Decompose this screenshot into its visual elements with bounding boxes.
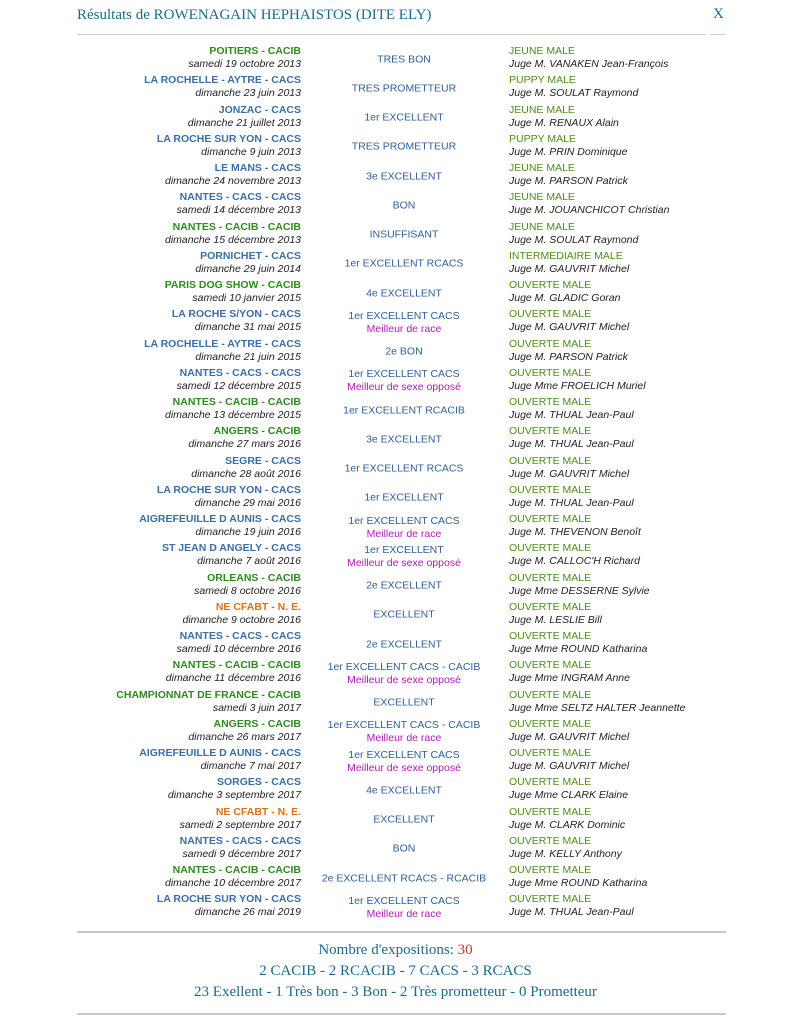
show-date: dimanche 9 octobre 2016 — [182, 613, 301, 626]
show-name: NANTES - CACIB - CACIB — [172, 220, 301, 233]
result-grade: TRES BON — [377, 53, 431, 65]
show-name: NANTES - CACS - CACS — [179, 191, 301, 204]
class-name: OUVERTE MALE — [509, 366, 592, 379]
class-name: PUPPY MALE — [509, 74, 576, 87]
class-name: OUVERTE MALE — [509, 805, 592, 818]
judge-cell — [509, 572, 650, 598]
show-name: NANTES - CACS - CACS — [179, 630, 301, 642]
result-text — [352, 141, 456, 154]
show-date: dimanche 19 juin 2016 — [195, 526, 301, 538]
judge-cell — [509, 513, 641, 539]
result-row — [0, 484, 791, 513]
exhibition-count-value: 30 — [457, 942, 473, 958]
result-row — [0, 601, 791, 630]
result-row — [0, 689, 791, 718]
class-name: OUVERTE MALE — [509, 571, 592, 584]
show-name: LA ROCHELLE - AYTRE - CACS — [144, 74, 301, 87]
result-grade: TRES PROMETTEUR — [351, 140, 457, 153]
show-name: LA ROCHE SUR YON - CACS — [156, 483, 301, 496]
class-name: OUVERTE MALE — [509, 513, 592, 525]
show-name: NANTES - CACIB - CACIB — [172, 864, 301, 876]
judge-cell — [509, 425, 634, 451]
result-grade: 1er EXCELLENT CACS - CACIB — [327, 719, 481, 732]
show-name: ANGERS - CACIB — [213, 717, 301, 730]
class-name: OUVERTE MALE — [509, 425, 592, 438]
show-date: dimanche 26 mars 2017 — [188, 730, 301, 743]
result-row — [0, 572, 791, 601]
show-date: samedi 10 janvier 2015 — [192, 292, 301, 304]
judge-name: Juge M. SOULAT Raymond — [509, 87, 639, 100]
judge-cell — [509, 191, 669, 217]
show-date: samedi 10 décembre 2016 — [176, 643, 301, 655]
class-name: OUVERTE MALE — [509, 776, 592, 789]
class-name: JEUNE MALE — [509, 103, 575, 116]
result-award: Meilleur de sexe opposé — [347, 381, 461, 394]
judge-name: Juge Mme CLARK Elaine — [509, 789, 629, 802]
result-grade: 1er EXCELLENT RCACS — [344, 257, 464, 270]
show-name: NE CFABT - N. E. — [215, 600, 301, 613]
result-text — [370, 229, 439, 242]
show-name: LA ROCHE S/YON - CACS — [171, 308, 301, 321]
show-date: samedi 19 octobre 2013 — [188, 58, 301, 70]
show-date: dimanche 21 juin 2015 — [195, 350, 301, 363]
result-row — [0, 864, 791, 893]
judge-cell — [509, 279, 620, 305]
result-grade: 2e EXCELLENT — [366, 579, 442, 592]
class-name: OUVERTE MALE — [509, 396, 592, 408]
class-name: PUPPY MALE — [509, 132, 576, 145]
class-name: OUVERTE MALE — [509, 717, 592, 730]
show-cell — [188, 425, 301, 451]
show-date: dimanche 29 mai 2016 — [194, 496, 301, 509]
class-name: OUVERTE MALE — [509, 630, 592, 642]
class-name: OUVERTE MALE — [509, 864, 592, 876]
result-text — [366, 287, 442, 300]
judge-cell — [509, 45, 668, 71]
result-text — [347, 544, 461, 570]
show-date: dimanche 9 juin 2013 — [201, 145, 301, 158]
judge-name: Juge Mme SELTZ HALTER Jeannette — [509, 701, 686, 714]
judge-name: Juge M. THUAL Jean-Paul — [509, 496, 634, 509]
judge-name: Juge M. GLADIC Goran — [509, 292, 621, 304]
show-cell — [180, 835, 301, 861]
judge-cell — [509, 221, 638, 247]
result-row — [0, 396, 791, 425]
show-cell — [168, 776, 301, 802]
result-award: Meilleur de sexe opposé — [347, 761, 461, 774]
result-grade: 1er EXCELLENT RCACIB — [343, 404, 465, 416]
result-grade: BON — [392, 842, 416, 855]
result-grade: 1er EXCELLENT CACS — [348, 514, 460, 527]
result-grade: 1er EXCELLENT — [364, 111, 444, 124]
show-cell — [191, 455, 301, 481]
show-cell — [183, 601, 302, 627]
result-grade: 2e EXCELLENT — [366, 638, 442, 650]
show-name: ORLEANS - CACIB — [207, 571, 301, 584]
result-text — [364, 112, 443, 125]
show-cell — [172, 308, 301, 334]
show-name: NANTES - CACIB - CACIB — [172, 396, 301, 408]
result-row — [0, 659, 791, 688]
result-grade: 1er EXCELLENT — [364, 543, 444, 556]
result-text — [393, 843, 416, 856]
titles-summary: 2 CACIB - 2 RCACIB - 7 CACS - 3 RCACS — [259, 963, 532, 979]
result-text — [348, 310, 459, 336]
show-date: dimanche 10 décembre 2017 — [164, 877, 301, 889]
show-date: samedi 3 juin 2017 — [212, 701, 301, 714]
result-row — [0, 338, 791, 367]
judge-cell — [509, 835, 622, 861]
judge-cell — [509, 806, 625, 832]
judge-cell — [509, 250, 629, 276]
show-cell — [188, 718, 301, 744]
result-award: Meilleur de race — [366, 732, 442, 745]
show-name: ANGERS - CACIB — [213, 425, 301, 438]
judge-name: Juge M. GAUVRIT Michel — [509, 321, 630, 334]
judge-name: Juge M. PRIN Dominique — [509, 145, 628, 158]
show-name: LA ROCHELLE - AYTRE - CACS — [144, 337, 301, 350]
result-row — [0, 806, 791, 835]
result-text — [348, 895, 459, 921]
show-cell — [166, 659, 301, 685]
show-name: NANTES - CACS - CACS — [179, 834, 301, 847]
result-text — [366, 784, 442, 797]
header-divider-close — [710, 34, 726, 35]
result-grade: TRES PROMETTEUR — [351, 82, 457, 95]
show-cell — [139, 747, 301, 773]
judge-name: Juge Mme DESSERNE Sylvie — [509, 584, 650, 597]
judge-cell — [509, 484, 634, 510]
grades-summary: 23 Exellent - 1 Très bon - 3 Bon - 2 Très prometteur - 0 Prometteur — [194, 984, 597, 1000]
result-grade: 3e EXCELLENT — [366, 170, 442, 182]
class-name: OUVERTE MALE — [509, 483, 592, 496]
result-row — [0, 279, 791, 308]
class-name: JEUNE MALE — [509, 191, 575, 204]
judge-cell — [509, 659, 630, 685]
judge-cell — [509, 396, 634, 422]
class-name: OUVERTE MALE — [509, 337, 592, 350]
show-cell — [165, 221, 301, 247]
result-text — [366, 170, 442, 183]
judge-cell — [509, 455, 629, 481]
result-grade: 1er EXCELLENT CACS — [348, 368, 460, 381]
result-row — [0, 835, 791, 864]
result-grade: 3e EXCELLENT — [366, 433, 442, 446]
judge-cell — [509, 718, 629, 744]
class-name: OUVERTE MALE — [509, 688, 592, 701]
judge-name: Juge M. GAUVRIT Michel — [509, 467, 630, 480]
show-date: dimanche 7 mai 2017 — [200, 760, 301, 772]
class-name: OUVERTE MALE — [509, 279, 592, 291]
show-cell — [165, 396, 301, 422]
class-name: JEUNE MALE — [509, 162, 575, 174]
show-cell — [165, 279, 301, 305]
result-row — [0, 45, 791, 74]
result-row — [0, 367, 791, 396]
show-date: samedi 14 décembre 2013 — [176, 204, 301, 217]
result-text — [373, 609, 434, 622]
show-date: samedi 8 octobre 2016 — [194, 584, 301, 597]
show-date: dimanche 7 août 2016 — [197, 555, 301, 568]
result-grade: EXCELLENT — [373, 813, 435, 826]
result-text — [352, 82, 456, 95]
result-row — [0, 425, 791, 454]
show-date: dimanche 23 juin 2013 — [195, 87, 301, 100]
result-grade: 1er EXCELLENT CACS — [348, 748, 460, 761]
class-name: OUVERTE MALE — [509, 308, 592, 321]
judge-cell — [509, 162, 628, 188]
modal-title: Résultats de ROWENAGAIN HEPHAISTOS (DITE ELY) — [77, 7, 432, 23]
result-grade: EXCELLENT — [373, 696, 435, 709]
judge-name: Juge Mme FROELICH Muriel — [509, 379, 646, 392]
judge-cell — [509, 338, 628, 364]
judge-cell — [509, 747, 629, 773]
result-row — [0, 191, 791, 220]
show-date: dimanche 27 mars 2016 — [188, 438, 301, 451]
result-text — [347, 368, 461, 394]
result-row — [0, 455, 791, 484]
judge-name: Juge Mme INGRAM Anne — [509, 672, 630, 685]
result-row — [0, 221, 791, 250]
class-name: OUVERTE MALE — [509, 834, 592, 847]
result-text — [385, 346, 422, 359]
result-row — [0, 308, 791, 337]
show-cell — [144, 74, 301, 100]
exhibition-count — [0, 940, 791, 961]
result-text — [373, 697, 434, 710]
judge-name: Juge M. VANAKEN Jean-François — [509, 58, 669, 70]
result-text — [328, 719, 481, 745]
show-name: PORNICHET - CACS — [200, 249, 301, 262]
judge-cell — [509, 689, 685, 715]
show-cell — [165, 162, 301, 188]
judge-name: Juge M. LESLIE Bill — [509, 613, 602, 626]
show-name: SORGES - CACS — [216, 776, 301, 789]
result-text — [373, 814, 434, 827]
result-award: Meilleur de sexe opposé — [347, 673, 461, 686]
judge-cell — [509, 776, 628, 802]
result-text — [366, 638, 442, 651]
result-row — [0, 630, 791, 659]
judge-name: Juge M. JOUANCHICOT Christian — [509, 204, 670, 217]
show-name: LE MANS - CACS — [214, 162, 301, 174]
result-text — [366, 433, 442, 446]
show-date: dimanche 15 décembre 2013 — [164, 233, 301, 246]
judge-name: Juge M. CALLOC'H Richard — [509, 555, 640, 568]
judge-name: Juge Mme ROUND Katharina — [509, 643, 648, 655]
show-name: AIGREFEUILLE D AUNIS - CACS — [139, 513, 301, 525]
show-cell — [177, 191, 301, 217]
show-date: dimanche 31 mai 2015 — [194, 321, 301, 334]
show-name: PARIS DOG SHOW - CACIB — [164, 279, 301, 291]
judge-cell — [509, 864, 647, 890]
result-grade: 1er EXCELLENT RCACS — [344, 462, 464, 475]
result-row — [0, 104, 791, 133]
class-name: OUVERTE MALE — [509, 659, 592, 672]
show-cell — [194, 572, 301, 598]
judge-name: Juge M. PARSON Patrick — [509, 175, 628, 187]
judge-name: Juge M. THUAL Jean-Paul — [509, 438, 634, 451]
judge-name: Juge M. SOULAT Raymond — [509, 233, 639, 246]
judge-cell — [509, 133, 627, 159]
judge-cell — [509, 630, 647, 656]
judge-name: Juge M. THUAL Jean-Paul — [509, 409, 634, 421]
result-text — [364, 492, 443, 505]
result-grade: EXCELLENT — [373, 608, 435, 621]
result-text — [328, 661, 481, 687]
show-date: dimanche 21 juillet 2013 — [187, 116, 301, 129]
result-award: Meilleur de race — [366, 907, 442, 920]
results-list — [0, 45, 791, 923]
show-cell — [195, 250, 301, 276]
judge-name: Juge M. KELLY Anthony — [509, 847, 622, 860]
result-text — [348, 515, 459, 541]
result-grade: 2e EXCELLENT RCACS - RCACIB — [321, 872, 487, 884]
judge-name: Juge M. GAUVRIT Michel — [509, 262, 630, 275]
summary-divider-top — [77, 931, 726, 933]
show-date: dimanche 24 novembre 2013 — [164, 175, 301, 187]
show-cell — [157, 133, 301, 159]
result-row — [0, 718, 791, 747]
result-row — [0, 162, 791, 191]
class-name: JEUNE MALE — [509, 45, 575, 57]
result-text — [343, 404, 465, 417]
show-name: JONZAC - CACS — [218, 103, 301, 116]
show-name: POITIERS - CACIB — [209, 45, 301, 57]
show-date: dimanche 28 août 2016 — [191, 467, 301, 480]
result-grade: 1er EXCELLENT CACS - CACIB — [327, 660, 481, 673]
show-name: NANTES - CACS - CACS — [179, 366, 301, 379]
show-name: AIGREFEUILLE D AUNIS - CACS — [139, 747, 301, 759]
class-name: OUVERTE MALE — [509, 542, 592, 555]
judge-cell — [509, 601, 602, 627]
result-text — [347, 749, 461, 775]
summary — [0, 940, 791, 1003]
result-row — [0, 542, 791, 571]
show-cell — [188, 45, 301, 71]
show-date: dimanche 11 décembre 2016 — [165, 672, 301, 685]
show-cell — [157, 893, 301, 919]
judge-name: Juge M. PARSON Patrick — [509, 350, 628, 363]
result-text — [377, 53, 431, 66]
show-date: dimanche 29 juin 2014 — [195, 262, 301, 275]
result-grade: 2e BON — [385, 345, 423, 358]
result-award: Meilleur de race — [366, 322, 442, 335]
result-text — [366, 580, 442, 593]
show-name: LA ROCHE SUR YON - CACS — [156, 893, 301, 906]
result-grade: INSUFFISANT — [369, 228, 439, 241]
show-date: samedi 12 décembre 2015 — [176, 379, 301, 392]
judge-cell — [509, 308, 629, 334]
result-row — [0, 776, 791, 805]
class-name: OUVERTE MALE — [509, 600, 592, 613]
result-text — [322, 872, 486, 885]
result-grade: 1er EXCELLENT CACS — [348, 894, 460, 907]
header-divider — [77, 34, 706, 35]
result-award: Meilleur de sexe opposé — [347, 556, 461, 569]
result-text — [345, 258, 464, 271]
judge-name: Juge Mme ROUND Katharina — [509, 877, 648, 889]
show-cell — [139, 513, 301, 539]
result-award: Meilleur de race — [366, 527, 442, 540]
result-row — [0, 74, 791, 103]
judge-cell — [509, 104, 619, 130]
show-cell — [180, 806, 301, 832]
judge-name: Juge M. THUAL Jean-Paul — [509, 906, 634, 919]
result-grade: 4e EXCELLENT — [366, 784, 442, 797]
close-button[interactable]: X — [713, 6, 724, 22]
result-grade: 1er EXCELLENT CACS — [348, 309, 460, 322]
show-name: LA ROCHE SUR YON - CACS — [156, 132, 301, 145]
show-cell — [177, 367, 301, 393]
result-row — [0, 133, 791, 162]
show-name: CHAMPIONNAT DE FRANCE - CACIB — [116, 688, 301, 701]
summary-divider-bottom — [77, 1013, 726, 1015]
result-grade: 1er EXCELLENT — [364, 491, 444, 504]
show-date: dimanche 26 mai 2019 — [194, 906, 301, 919]
show-cell — [144, 338, 301, 364]
show-name: NE CFABT - N. E. — [215, 805, 301, 818]
modal-header — [0, 0, 791, 34]
class-name: OUVERTE MALE — [509, 893, 592, 906]
judge-cell — [509, 893, 634, 919]
exhibition-count-label: Nombre d'expositions: — [318, 942, 458, 958]
judge-name: Juge M. GAUVRIT Michel — [509, 730, 630, 743]
show-cell — [188, 104, 301, 130]
class-name: OUVERTE MALE — [509, 454, 592, 467]
judge-name: Juge M. THEVENON Benoît — [509, 526, 641, 538]
class-name: JEUNE MALE — [509, 220, 575, 233]
result-text — [345, 463, 464, 476]
result-grade: 4e EXCELLENT — [366, 287, 442, 299]
show-cell — [177, 630, 301, 656]
judge-name: Juge M. GAUVRIT Michel — [509, 760, 630, 772]
judge-cell — [509, 74, 638, 100]
result-row — [0, 747, 791, 776]
result-row — [0, 250, 791, 279]
show-date: samedi 9 décembre 2017 — [182, 847, 301, 860]
show-name: SEGRE - CACS — [225, 454, 301, 467]
show-cell — [116, 689, 301, 715]
result-row — [0, 893, 791, 922]
judge-name: Juge M. RENAUX Alain — [509, 116, 619, 129]
show-date: samedi 2 septembre 2017 — [179, 818, 301, 831]
judge-cell — [509, 542, 640, 568]
result-row — [0, 513, 791, 542]
show-cell — [157, 484, 301, 510]
show-date: dimanche 3 septembre 2017 — [167, 789, 301, 802]
class-name: INTERMEDIAIRE MALE — [509, 249, 623, 262]
show-cell — [165, 864, 301, 890]
class-name: OUVERTE MALE — [509, 747, 592, 759]
show-date: dimanche 13 décembre 2015 — [164, 409, 301, 421]
show-cell — [162, 542, 301, 568]
result-grade: BON — [392, 199, 416, 212]
judge-name: Juge M. CLARK Dominic — [509, 818, 626, 831]
show-name: ST JEAN D ANGELY - CACS — [161, 542, 301, 555]
result-text — [393, 199, 416, 212]
judge-cell — [509, 367, 646, 393]
show-name: NANTES - CACIB - CACIB — [172, 659, 301, 672]
